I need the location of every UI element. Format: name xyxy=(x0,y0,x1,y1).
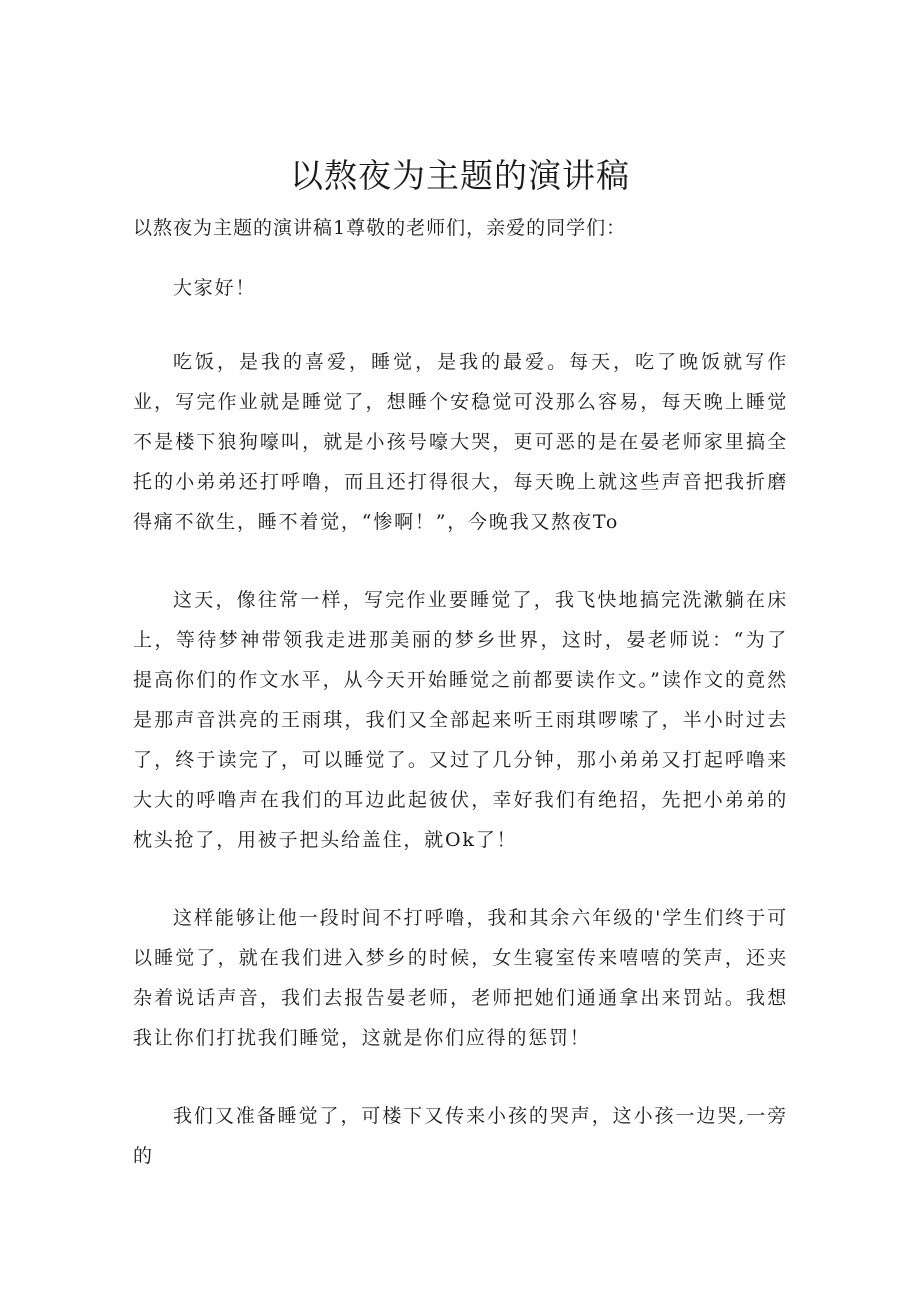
intro-line: 以熬夜为主题的演讲稿1尊敬的老师们，亲爱的同学们： xyxy=(133,217,627,239)
paragraph: 吃饭，是我的喜爱，睡觉，是我的最爱。每天，吃了晚饭就写作业，写完作业就是睡觉了，想睡个安稳觉可没那么容易，每天晚上睡觉不是楼下狼狗嚎叫，就是小孩号嚎大哭，更可恶的是在晏老师家里搞全托的小弟弟还打呼噜，而且还打得很大，每天晚上就这些声音把我折磨得痛不欲生，睡不着觉，“惨啊！”，今晚我又熬夜To xyxy=(133,351,788,533)
document-title: 以熬夜为主题的演讲稿 xyxy=(290,156,630,195)
paragraph: 我们又准备睡觉了，可楼下又传来小孩的哭声，这小孩一边哭,一旁的 xyxy=(133,1105,788,1167)
paragraph-greeting: 大家好！ xyxy=(173,277,257,299)
paragraph: 这天，像往常一样，写完作业要睡觉了，我飞快地搞完洗漱躺在床上，等待梦神带领我走进那美丽的梦乡世界，这时，晏老师说：“为了提高你们的作文水平，从今天开始睡觉之前都要读作文。”读作文的竟然是那声音洪亮的王雨琪，我们又全部起来听王雨琪啰嗦了，半小时过去了，终于读完了，可以睡觉了。又过了几分钟，那小弟弟又打起呼噜来大大的呼噜声在我们的耳边此起彼伏，幸好我们有绝招，先把小弟弟的枕头抢了，用被子把头给盖住，就Ok了！ xyxy=(133,589,788,851)
document-body xyxy=(133,268,788,1214)
paragraph: 这样能够让他一段时间不打呼噜，我和其余六年级的'学生们终于可以睡觉了，就在我们进入梦乡的时候，女生寝室传来嘻嘻的笑声，还夹杂着说话声音，我们去报告晏老师，老师把她们通通拿出来罚站。我想我让你们打扰我们睡觉，这就是你们应得的惩罚！ xyxy=(133,907,788,1049)
